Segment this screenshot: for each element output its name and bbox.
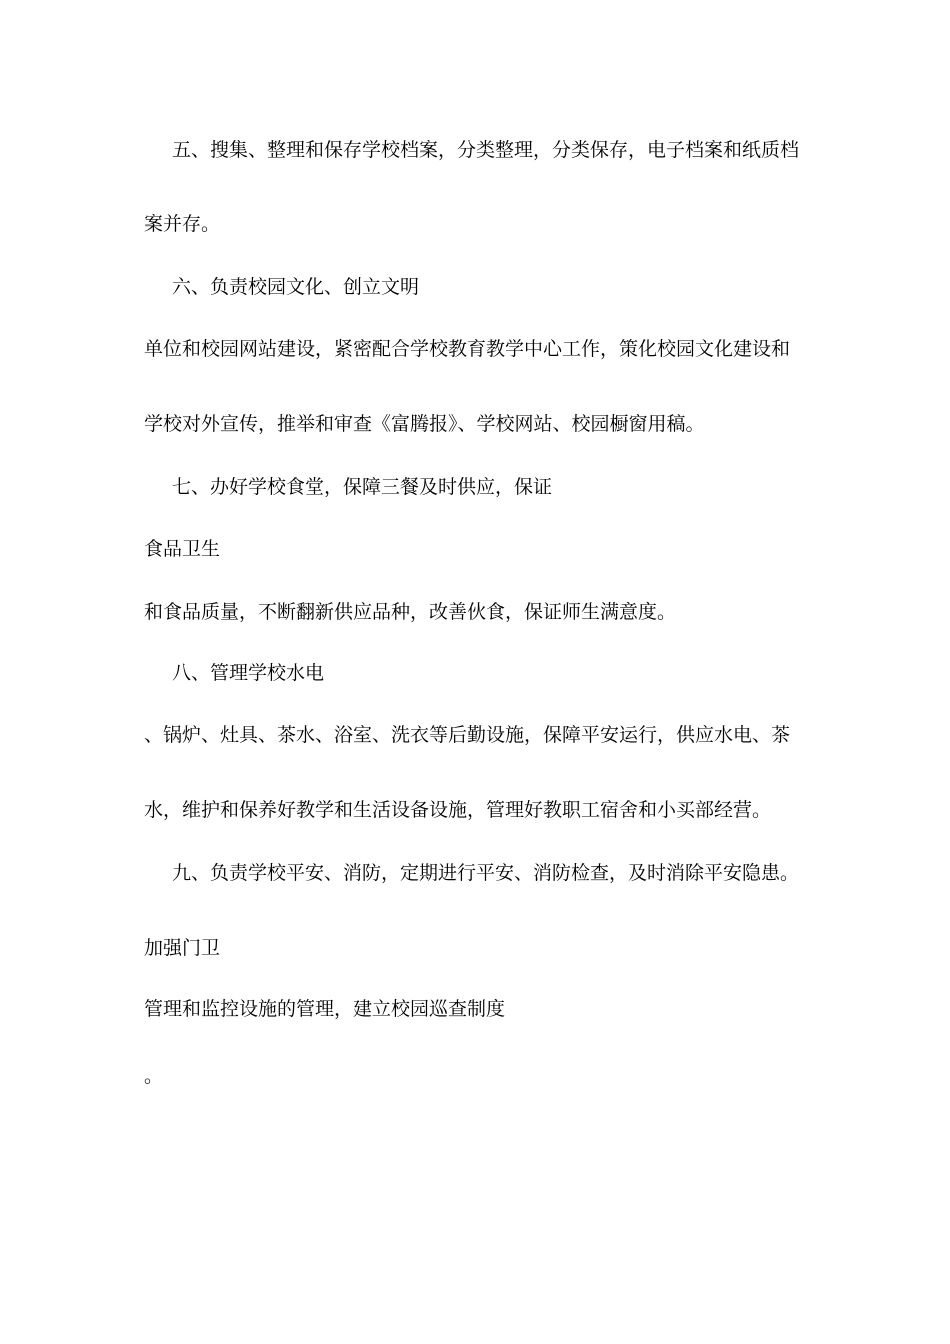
paragraph-line: 六、负责校园文化、创立文明 xyxy=(172,276,420,298)
paragraph-line: 管理和监控设施的管理，建立校园巡查制度 xyxy=(144,998,506,1020)
paragraph-line: 、锅炉、灶具、茶水、浴室、洗衣等后勤设施，保障平安运行，供应水电、茶 xyxy=(144,724,791,746)
paragraph-line: 食品卫生 xyxy=(144,538,221,560)
paragraph-line: 单位和校园网站建设，紧密配合学校教育教学中心工作，策化校园文化建设和 xyxy=(144,338,791,360)
paragraph-line: 案并存。 xyxy=(144,213,221,235)
paragraph-line: 和食品质量，不断翻新供应品种，改善伙食，保证师生满意度。 xyxy=(144,601,677,623)
paragraph-line: 加强门卫 xyxy=(144,937,221,959)
paragraph-line: 八、管理学校水电 xyxy=(172,662,325,684)
paragraph-line: 水，维护和保养好教学和生活设备设施，管理好教职工宿舍和小买部经营。 xyxy=(144,799,772,821)
paragraph-line: 学校对外宣传，推举和审查《富腾报》、学校网站、校园橱窗用稿。 xyxy=(144,413,705,435)
paragraph-line: 九、负责学校平安、消防，定期进行平安、消防检查，及时消除平安隐患。 xyxy=(172,862,800,884)
paragraph-line: 五、搜集、整理和保存学校档案，分类整理，分类保存，电子档案和纸质档 xyxy=(172,139,800,161)
paragraph-line: 七、办好学校食堂，保障三餐及时供应，保证 xyxy=(172,476,553,498)
paragraph-line: 。 xyxy=(144,1065,164,1087)
